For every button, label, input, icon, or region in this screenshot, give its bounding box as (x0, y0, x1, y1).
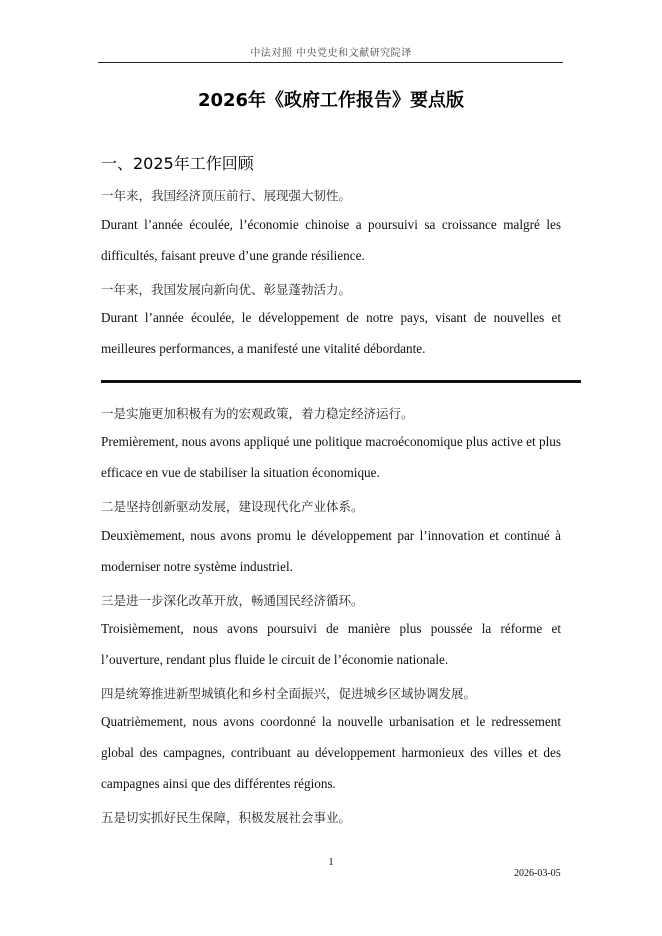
paragraph-zh: 五是切实抓好民生保障，积极发展社会事业。 (101, 810, 352, 825)
page-number: 1 (328, 856, 334, 868)
date: 2026-03-05 (514, 868, 561, 879)
paragraph-zh: 一年来，我国发展向新向优、彰显蓬勃活力。 (101, 282, 352, 297)
section-heading: 一、2025年工作回顾 (101, 154, 254, 173)
page-title: 2026年《政府工作报告》要点版 (197, 90, 465, 111)
paragraph-fr: Durant l’année écoulée, l’économie chinoise a poursuivi sa croissance malgré les difficultés, faisant preuve d’une grande résilience. (101, 217, 561, 263)
paragraph-fr: Troisièmement, nous avons poursuivi de manière plus poussée la réforme et l’ouverture, rendant plus fluide le circuit de l’économie nationale. (101, 621, 561, 667)
paragraph-fr: Quatrièmement, nous avons coordonné la nouvelle urbanisation et le redressement global des campagnes, contribuant au développement harmonieux des villes et des campagnes ainsi que des différentes régions. (101, 714, 561, 791)
header-rule (98, 62, 563, 63)
paragraph-zh: 三是进一步深化改革开放，畅通国民经济循环。 (101, 593, 364, 608)
page-header: 中法对照 中央党史和文献研究院译 (250, 48, 412, 59)
paragraph-zh: 四是统筹推进新型城镇化和乡村全面振兴，促进城乡区域协调发展。 (101, 686, 477, 701)
paragraph-fr: Deuxièmement, nous avons promu le développement par l’innovation et continué à moderniser notre système industriel. (101, 528, 561, 574)
paragraph-zh: 一年来，我国经济顶压前行、展现强大韧性。 (101, 188, 352, 203)
section-divider (101, 380, 581, 383)
paragraph-fr: Premièrement, nous avons appliqué une politique macroéconomique plus active et plus efficace en vue de stabiliser la situation économique. (101, 434, 561, 480)
paragraph-zh: 一是实施更加积极有为的宏观政策，着力稳定经济运行。 (101, 406, 414, 421)
paragraph-fr: Durant l’année écoulée, le développement de notre pays, visant de nouvelles et meilleures performances, a manifesté une vitalité débordante. (101, 310, 561, 356)
paragraph-zh: 二是坚持创新驱动发展，建设现代化产业体系。 (101, 499, 364, 514)
